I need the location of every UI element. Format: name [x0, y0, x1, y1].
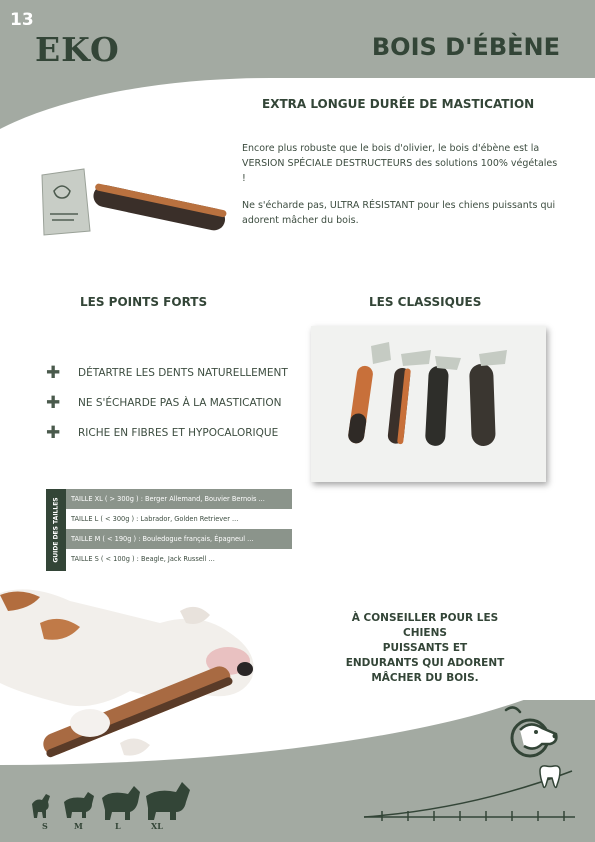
size-label-s: S: [42, 821, 48, 831]
strength-text: DÉTARTRE LES DENTS NATURELLEMENT: [78, 367, 288, 379]
dog-chewing-photo: [0, 583, 270, 783]
strength-text: RICHE EN FIBRES ET HYPOCALORIQUE: [78, 427, 279, 439]
dog-head-icon: [500, 704, 566, 760]
strength-text: NE S'ÉCHARDE PAS À LA MASTICATION: [78, 397, 282, 409]
intro-paragraph-1: Encore plus robuste que le bois d'olivier, le bois d'ébène est la VERSION SPÉCIALE DESTRUCTEURS des solutions 100% végétales !: [242, 143, 558, 184]
list-item: [46, 418, 288, 448]
size-row-xl: TAILLE XL ( > 300g ) : Berger Allemand, Bouvier Bernois ...: [66, 489, 292, 509]
size-row-l: TAILLE L ( < 300g ) : Labrador, Golden Retriever ...: [66, 509, 292, 529]
size-guide-label-text: GUIDE DES TAILLES: [52, 497, 60, 563]
strengths-list: [46, 358, 288, 448]
page-title: BOIS D'ÉBÈNE: [371, 33, 560, 61]
dog-sizes-icon: [30, 782, 200, 822]
intro-heading: EXTRA LONGUE DURÉE DE MASTICATION: [262, 97, 535, 111]
size-label-l: L: [115, 821, 121, 831]
advice-text: À CONSEILLER POUR LES CHIENS PUISSANTS ET ENDURANTS QUI ADORENT MÂCHER DU BOIS.: [345, 612, 505, 684]
size-row-s: TAILLE S ( < 100g ) : Beagle, Jack Russell ...: [66, 549, 292, 569]
classics-photo: [311, 326, 546, 482]
brand-logo: EKO: [35, 30, 120, 69]
durability-ruler-icon: [362, 763, 577, 823]
classics-heading: LES CLASSIQUES: [369, 295, 482, 309]
intro-paragraph-2: Ne s'écharde pas, ULTRA RÉSISTANT pour les chiens puissants qui adorent mâcher du bois.: [242, 200, 556, 226]
size-label-m: M: [74, 821, 83, 831]
plus-icon: ✚: [46, 423, 61, 443]
plus-icon: ✚: [46, 393, 61, 413]
page-number: 13: [10, 10, 34, 30]
product-chew-image: [36, 167, 236, 247]
plus-icon: ✚: [46, 363, 61, 383]
strengths-heading: LES POINTS FORTS: [80, 295, 208, 309]
size-guide-label: [46, 489, 66, 571]
size-label-xl: XL: [151, 821, 163, 831]
list-item: [46, 388, 288, 418]
size-row-m: TAILLE M ( < 190g ) : Bouledogue français, Épagneul ...: [66, 529, 292, 549]
list-item: [46, 358, 288, 388]
